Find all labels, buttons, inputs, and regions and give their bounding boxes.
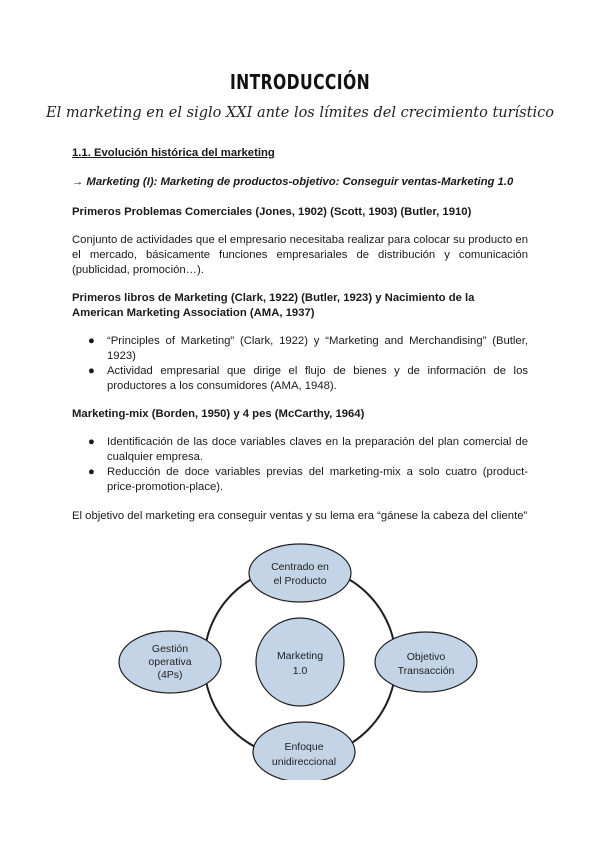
node-right-line1: Objetivo bbox=[406, 651, 446, 663]
node-center-circle bbox=[256, 618, 344, 706]
paragraph-problems: Conjunto de actividades que el empresario necesitaba realizar para colocar su producto en el mercado, básicamente funciones empresariales de distribución y comunicación (publicidad, promoción…). bbox=[72, 234, 528, 276]
bullet-icon: ● bbox=[88, 335, 95, 347]
page-title: INTRODUCCIÓN bbox=[229, 70, 371, 94]
section-heading: 1.1. Evolución histórica del marketing bbox=[72, 147, 275, 159]
list-item: ● Reducción de doce variables previas del marketing-mix a solo cuatro (product-price-promotion-place). bbox=[88, 466, 528, 493]
list-item: ● “Principles of Marketing” (Clark, 1922) y “Marketing and Merchandising” (Butler, 1923) bbox=[88, 335, 528, 362]
heading-books: Primeros libros de Marketing (Clark, 1922) (Butler, 1923) y Nacimiento de la American Marketing Association (AMA, 1937) bbox=[72, 292, 475, 319]
node-top-line2: el Producto bbox=[273, 575, 327, 587]
bullet-list-books bbox=[72, 334, 528, 394]
node-right bbox=[375, 632, 477, 692]
list-item: ● Identificación de las doce variables claves en la preparación del plan comercial de cualquier empresa. bbox=[88, 436, 528, 463]
node-center bbox=[256, 618, 344, 706]
closing-sentence: El objetivo del marketing era conseguir ventas y su lema era “gánese la cabeza del cliente” bbox=[72, 510, 528, 522]
node-right-line2: Transacción bbox=[397, 665, 455, 677]
node-left-line2: operativa bbox=[148, 656, 192, 668]
node-center-line2: 1.0 bbox=[292, 665, 308, 677]
bullet-icon: ● bbox=[88, 365, 95, 377]
node-top-line1: Centrado en bbox=[271, 561, 329, 573]
page-subtitle: El marketing en el siglo XXI ante los límites del crecimiento turístico bbox=[46, 105, 554, 121]
arrow-heading: → Marketing (I): Marketing de productos-objetivo: Conseguir ventas-Marketing 1.0 bbox=[72, 176, 514, 188]
bullet-icon: ● bbox=[88, 466, 95, 478]
node-left-line1: Gestión bbox=[151, 643, 189, 655]
node-left-line3: (4Ps) bbox=[157, 669, 183, 681]
bullet-icon: ● bbox=[88, 436, 95, 448]
heading-problems: Primeros Problemas Comerciales (Jones, 1902) (Scott, 1903) (Butler, 1910) bbox=[72, 206, 472, 218]
marketing-diagram bbox=[0, 540, 600, 780]
node-center-line1: Marketing bbox=[276, 650, 324, 662]
node-left bbox=[119, 631, 221, 693]
heading-mix: Marketing-mix (Borden, 1950) y 4 pes (McCarthy, 1964) bbox=[72, 408, 365, 420]
list-item: ● Actividad empresarial que dirige el flujo de bienes y de información de los productores a los consumidores (AMA, 1948). bbox=[88, 365, 528, 392]
node-top bbox=[249, 544, 351, 602]
bullet-list-mix bbox=[72, 435, 528, 495]
node-top-ellipse bbox=[249, 544, 351, 602]
node-bottom bbox=[253, 722, 355, 780]
node-bottom-line1: Enfoque bbox=[284, 741, 324, 753]
node-bottom-line2: unidireccional bbox=[271, 756, 337, 768]
